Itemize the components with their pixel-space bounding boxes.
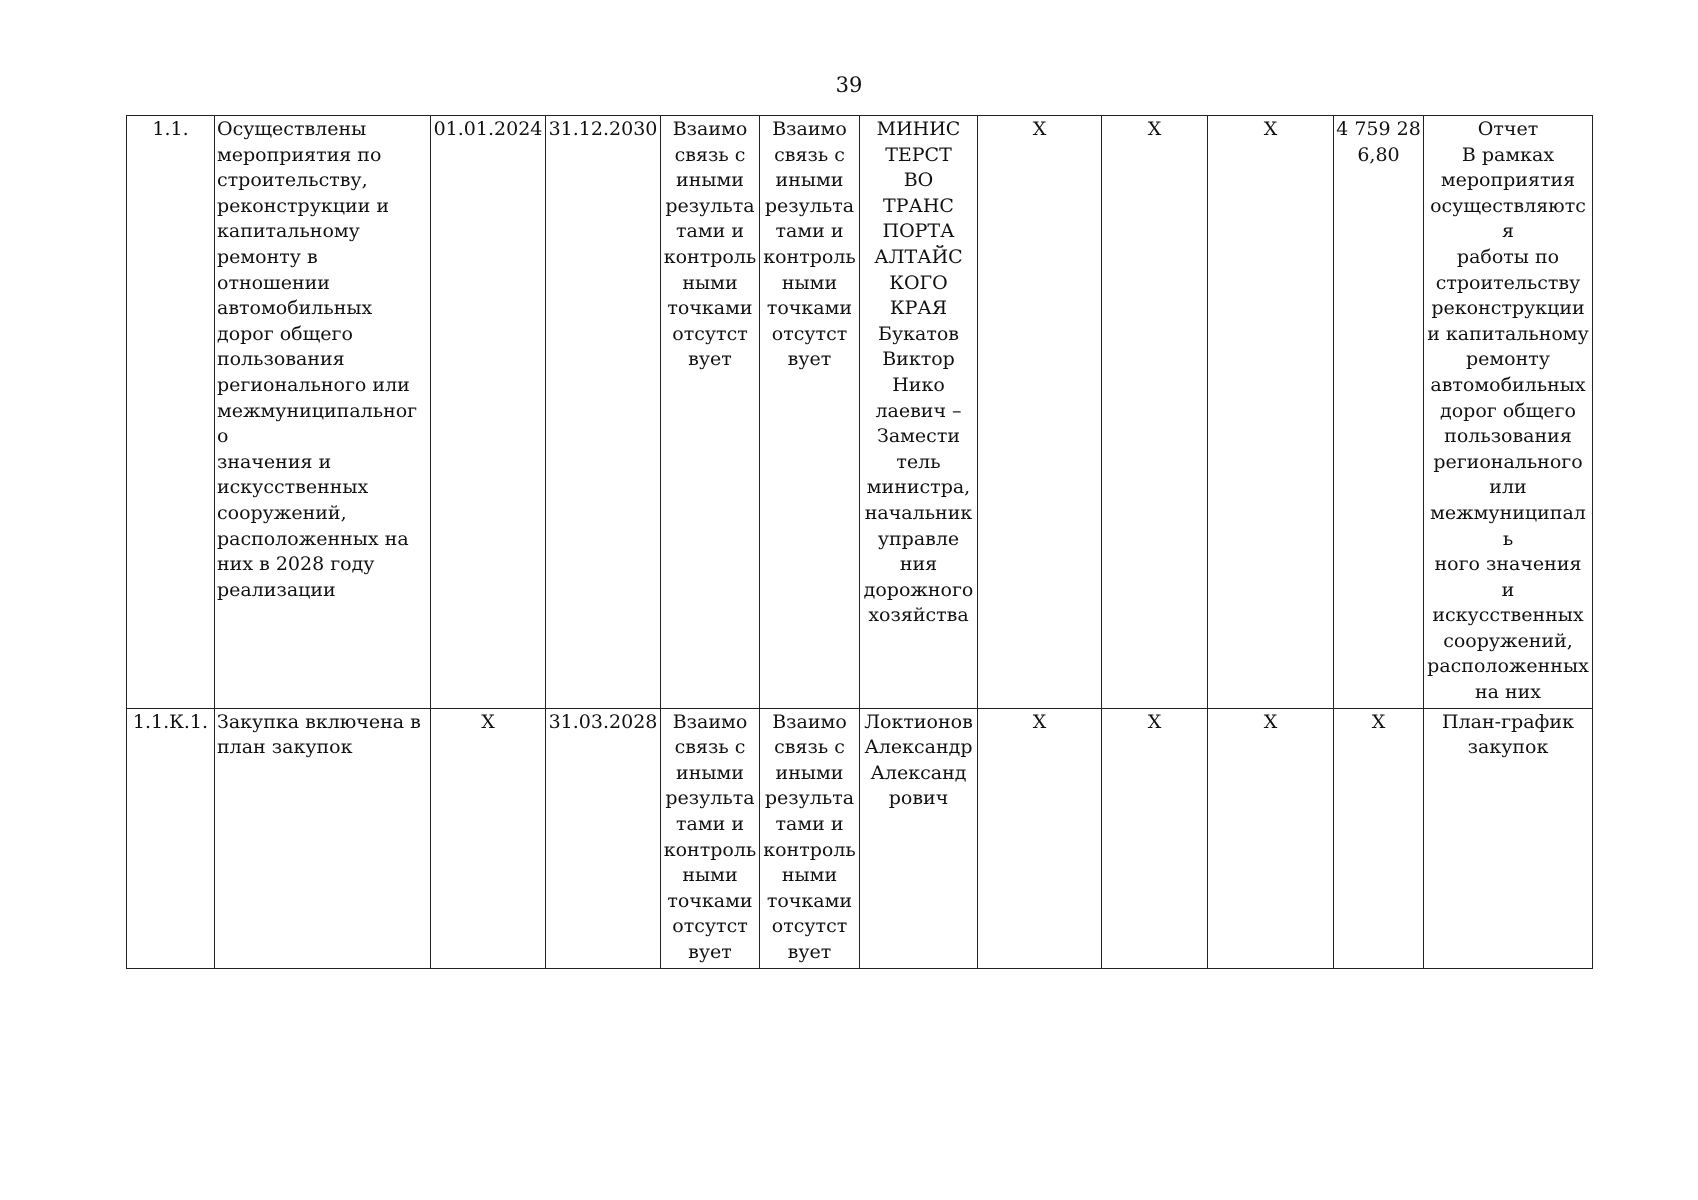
document-cell: Отчет В рамках мероприятия осуществляются работы по строительству реконструкции и капитальному ремонту автомобильных дорог общего пользования регионального или межмуниципаль ного значения и искусственных сооружений, расположенных на них bbox=[1424, 116, 1593, 709]
column-8-cell: X bbox=[978, 116, 1102, 709]
column-9-cell: X bbox=[1102, 708, 1208, 968]
results-table bbox=[126, 115, 1593, 969]
page-number: 39 bbox=[835, 73, 863, 97]
link-prev-cell: Взаимо связь с иными результа тами и контроль ными точками отсутст вует bbox=[661, 708, 760, 968]
row-number-cell: 1.1.К.1. bbox=[127, 708, 215, 968]
end-date-cell: 31.03.2028 bbox=[546, 708, 661, 968]
table-row bbox=[127, 708, 1593, 968]
row-number-cell: 1.1. bbox=[127, 116, 215, 709]
start-date-cell: 01.01.2024 bbox=[431, 116, 546, 709]
amount-cell: 4 759 28 6,80 bbox=[1334, 116, 1424, 709]
responsible-cell: Локтионов Александр Александ рович bbox=[860, 708, 978, 968]
row-name-cell: Осуществлены мероприятия по строительству, реконструкции и капитальному ремонту в отношении автомобильных дорог общего пользования регионального или межмуниципального значения и искусственных сооружений, расположенных на них в 2028 году реализации bbox=[215, 116, 431, 709]
column-8-cell: X bbox=[978, 708, 1102, 968]
amount-cell: X bbox=[1334, 708, 1424, 968]
link-prev-cell: Взаимо связь с иными результа тами и контроль ными точками отсутст вует bbox=[661, 116, 760, 709]
column-9-cell: X bbox=[1102, 116, 1208, 709]
column-10-cell: X bbox=[1208, 116, 1334, 709]
document-cell: План-график закупок bbox=[1424, 708, 1593, 968]
start-date-cell: X bbox=[431, 708, 546, 968]
link-next-cell: Взаимо связь с иными результа тами и контроль ными точками отсутст вует bbox=[760, 116, 860, 709]
row-name-cell: Закупка включена в план закупок bbox=[215, 708, 431, 968]
table-row bbox=[127, 116, 1593, 709]
column-10-cell: X bbox=[1208, 708, 1334, 968]
link-next-cell: Взаимо связь с иными результа тами и контроль ными точками отсутст вует bbox=[760, 708, 860, 968]
end-date-cell: 31.12.2030 bbox=[546, 116, 661, 709]
responsible-cell: МИНИС ТЕРСТ ВО ТРАНС ПОРТА АЛТАЙС КОГО КРАЯ Букатов Виктор Нико лаевич – Замести тель министра, начальник управле ния дорожного хозяйства bbox=[860, 116, 978, 709]
